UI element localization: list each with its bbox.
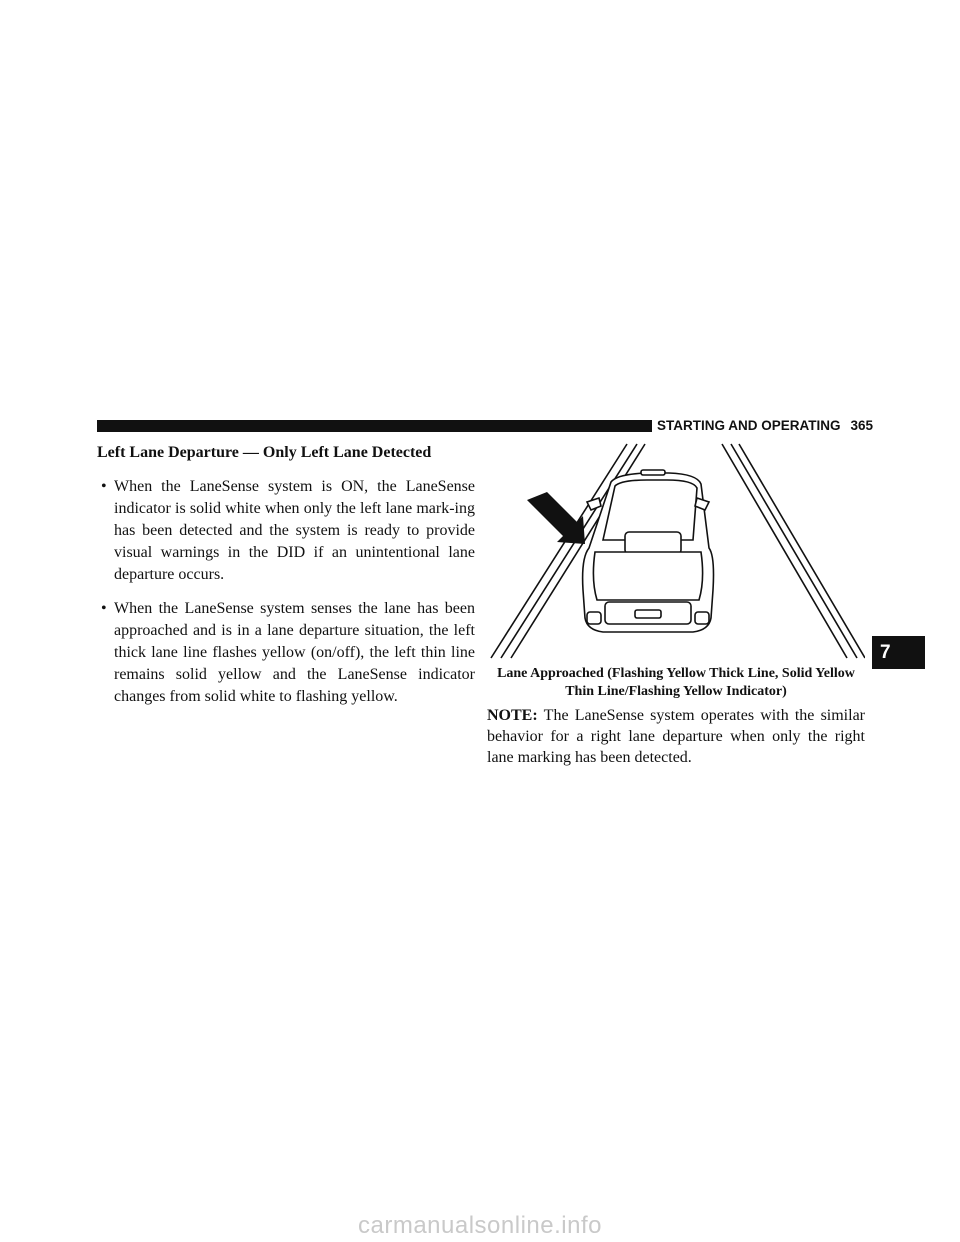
header-rule (97, 420, 652, 432)
note-label: NOTE: (487, 707, 538, 724)
running-header (657, 418, 873, 433)
bullet-item (97, 598, 475, 708)
bullet-icon: • (101, 600, 107, 617)
left-column (97, 442, 475, 720)
bullet-icon: • (101, 478, 107, 495)
section-title: STARTING AND OPERATING (657, 418, 841, 433)
note-text: The LaneSense system operates with the similar behavior for a right lane departure when only the right lane marking has been detected. (487, 707, 865, 766)
bullet-text: When the LaneSense system senses the lane has been approached and is in a lane departure situation, the left thick lane line flashes yellow (on/off), the left thin line remains solid yellow and the LaneSense indicator changes from solid white to flashing yellow. (114, 600, 475, 705)
subsection-heading: Left Lane Departure — Only Left Lane Detected (97, 444, 432, 461)
page-number: 365 (850, 418, 874, 433)
figure-caption: Lane Approached (Flashing Yellow Thick Line, Solid Yellow Thin Line/Flashing Yellow Indicator) (497, 666, 855, 699)
bullet-item (97, 476, 475, 586)
bullet-text: When the LaneSense system is ON, the LaneSense indicator is solid white when only the left lane mark-ing has been detected and the system is ready to provide visual warnings in the DID if an unintentional lane departure occurs. (114, 478, 475, 583)
watermark: carmanualsonline.info (358, 1212, 602, 1239)
vehicle-illustration-icon (487, 440, 865, 662)
note-paragraph (487, 705, 865, 768)
vehicle-lane-departure-illustration (487, 440, 865, 662)
chapter-tab: 7 (872, 636, 925, 669)
